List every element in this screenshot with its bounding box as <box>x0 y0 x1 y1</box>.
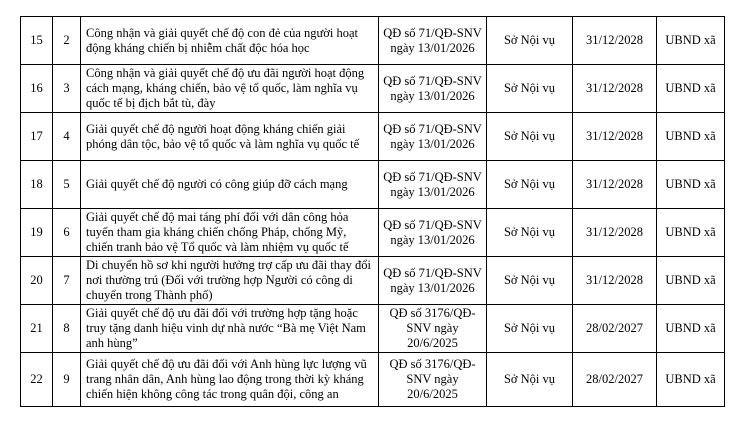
cell-stt: 21 <box>21 305 53 353</box>
cell-stt: 16 <box>21 65 53 113</box>
table-row <box>21 353 725 407</box>
cell-procedure-name: Giải quyết chế độ ưu đãi đối với Anh hùng lực lượng vũ trang nhân dân, Anh hùng lao động trong thời kỳ kháng chiến hiện không công tác trong quân đội, công an <box>81 353 379 407</box>
cell-executor: UBND xã <box>657 353 725 407</box>
cell-no: 3 <box>53 65 81 113</box>
cell-deadline: 31/12/2028 <box>573 209 657 257</box>
cell-agency: Sở Nội vụ <box>487 257 573 305</box>
cell-executor: UBND xã <box>657 17 725 65</box>
cell-executor: UBND xã <box>657 209 725 257</box>
cell-agency: Sở Nội vụ <box>487 305 573 353</box>
cell-procedure-name: Di chuyển hồ sơ khi người hưởng trợ cấp ưu đãi thay đổi nơi thường trú (Đối với trường hợp Người có công di chuyển trong Thành phố) <box>81 257 379 305</box>
cell-deadline: 31/12/2028 <box>573 113 657 161</box>
cell-executor: UBND xã <box>657 305 725 353</box>
cell-procedure-name: Giải quyết chế độ mai táng phí đối với dân công hỏa tuyến tham gia kháng chiến chống Pháp, chống Mỹ, chiến tranh bảo vệ Tổ quốc và làm nhiệm vụ quốc tế <box>81 209 379 257</box>
cell-decision: QĐ số 71/QĐ-SNV ngày 13/01/2026 <box>379 209 487 257</box>
cell-decision: QĐ số 71/QĐ-SNV ngày 13/01/2026 <box>379 17 487 65</box>
cell-agency: Sở Nội vụ <box>487 161 573 209</box>
cell-decision: QĐ số 71/QĐ-SNV ngày 13/01/2026 <box>379 113 487 161</box>
cell-executor: UBND xã <box>657 65 725 113</box>
cell-decision: QĐ số 71/QĐ-SNV ngày 13/01/2026 <box>379 161 487 209</box>
cell-executor: UBND xã <box>657 257 725 305</box>
cell-no: 7 <box>53 257 81 305</box>
cell-agency: Sở Nội vụ <box>487 353 573 407</box>
cell-agency: Sở Nội vụ <box>487 209 573 257</box>
cell-procedure-name: Giải quyết chế độ người hoạt động kháng chiến giải phóng dân tộc, bảo vệ tổ quốc và làm nghĩa vụ quốc tế <box>81 113 379 161</box>
procedures-table <box>20 16 725 407</box>
table-row <box>21 161 725 209</box>
cell-procedure-name: Công nhận và giải quyết chế độ con đẻ của người hoạt động kháng chiến bị nhiễm chất độc hóa học <box>81 17 379 65</box>
cell-procedure-name: Công nhận và giải quyết chế độ ưu đãi người hoạt động cách mạng, kháng chiến, bảo vệ tổ quốc, làm nghĩa vụ quốc tế bị địch bắt tù, đày <box>81 65 379 113</box>
table-row <box>21 113 725 161</box>
cell-procedure-name: Giải quyết chế độ ưu đãi đối với trường hợp tặng hoặc truy tặng danh hiệu vinh dự nhà nước “Bà mẹ Việt Nam anh hùng” <box>81 305 379 353</box>
table-row <box>21 257 725 305</box>
cell-deadline: 28/02/2027 <box>573 353 657 407</box>
cell-procedure-name: Giải quyết chế độ người có công giúp đỡ cách mạng <box>81 161 379 209</box>
cell-agency: Sở Nội vụ <box>487 113 573 161</box>
cell-stt: 20 <box>21 257 53 305</box>
cell-deadline: 28/02/2027 <box>573 305 657 353</box>
cell-no: 9 <box>53 353 81 407</box>
table-row <box>21 17 725 65</box>
cell-no: 8 <box>53 305 81 353</box>
cell-deadline: 31/12/2028 <box>573 65 657 113</box>
cell-stt: 17 <box>21 113 53 161</box>
cell-decision: QĐ số 3176/QĐ-SNV ngày 20/6/2025 <box>379 353 487 407</box>
cell-no: 4 <box>53 113 81 161</box>
cell-decision: QĐ số 71/QĐ-SNV ngày 13/01/2026 <box>379 257 487 305</box>
cell-stt: 18 <box>21 161 53 209</box>
cell-deadline: 31/12/2028 <box>573 257 657 305</box>
table-row <box>21 65 725 113</box>
table-body <box>21 17 725 407</box>
cell-no: 6 <box>53 209 81 257</box>
cell-no: 5 <box>53 161 81 209</box>
cell-stt: 15 <box>21 17 53 65</box>
cell-stt: 19 <box>21 209 53 257</box>
table-row <box>21 305 725 353</box>
cell-deadline: 31/12/2028 <box>573 17 657 65</box>
cell-stt: 22 <box>21 353 53 407</box>
cell-decision: QĐ số 71/QĐ-SNV ngày 13/01/2026 <box>379 65 487 113</box>
cell-no: 2 <box>53 17 81 65</box>
cell-decision: QĐ số 3176/QĐ-SNV ngày 20/6/2025 <box>379 305 487 353</box>
cell-executor: UBND xã <box>657 113 725 161</box>
table-row <box>21 209 725 257</box>
cell-agency: Sở Nội vụ <box>487 65 573 113</box>
cell-agency: Sở Nội vụ <box>487 17 573 65</box>
cell-executor: UBND xã <box>657 161 725 209</box>
cell-deadline: 31/12/2028 <box>573 161 657 209</box>
